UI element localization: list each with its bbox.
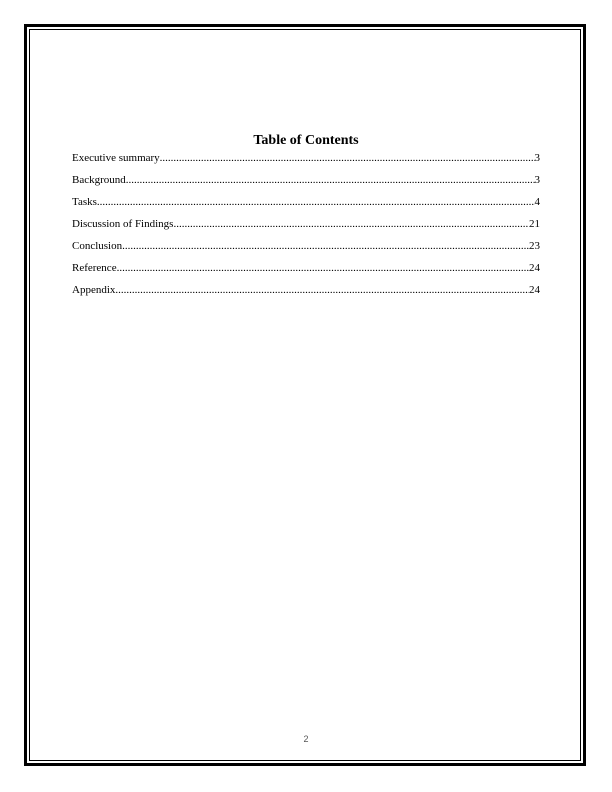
toc-entry-page: 24 <box>529 284 540 296</box>
toc-entry-appendix[interactable] <box>72 282 540 304</box>
toc-entry-page: 23 <box>529 240 540 252</box>
toc-entry-page: 24 <box>529 262 540 274</box>
toc-entry-page: 3 <box>534 174 540 186</box>
toc-dot-leader <box>160 150 535 166</box>
toc-entry-reference[interactable] <box>72 260 540 282</box>
toc-entry-label: Tasks <box>72 196 97 208</box>
toc-entry-background[interactable] <box>72 172 540 194</box>
toc-entry-tasks[interactable] <box>72 194 540 216</box>
toc-entry-label: Appendix <box>72 284 116 296</box>
toc-entry-executive-summary[interactable] <box>72 150 540 172</box>
toc-entry-page: 21 <box>529 218 540 230</box>
toc-entry-label: Discussion of Findings <box>72 218 174 230</box>
toc-entry-label: Executive summary <box>72 152 160 164</box>
toc-dot-leader <box>97 194 535 210</box>
toc-entry-conclusion[interactable] <box>72 238 540 260</box>
toc-dot-leader <box>173 216 529 232</box>
toc-dot-leader <box>122 238 529 254</box>
toc-title: Table of Contents <box>253 133 359 148</box>
toc-entry-page: 3 <box>534 152 540 164</box>
toc-entry-label: Background <box>72 174 126 186</box>
toc-list <box>72 150 540 304</box>
toc-entry-discussion-of-findings[interactable] <box>72 216 540 238</box>
page-number: 2 <box>303 734 309 744</box>
toc-dot-leader <box>126 172 535 188</box>
toc-dot-leader <box>117 260 529 276</box>
toc-dot-leader <box>115 282 529 298</box>
toc-entry-label: Reference <box>72 262 117 274</box>
toc-entry-page: 4 <box>534 196 540 208</box>
toc-entry-label: Conclusion <box>72 240 123 252</box>
